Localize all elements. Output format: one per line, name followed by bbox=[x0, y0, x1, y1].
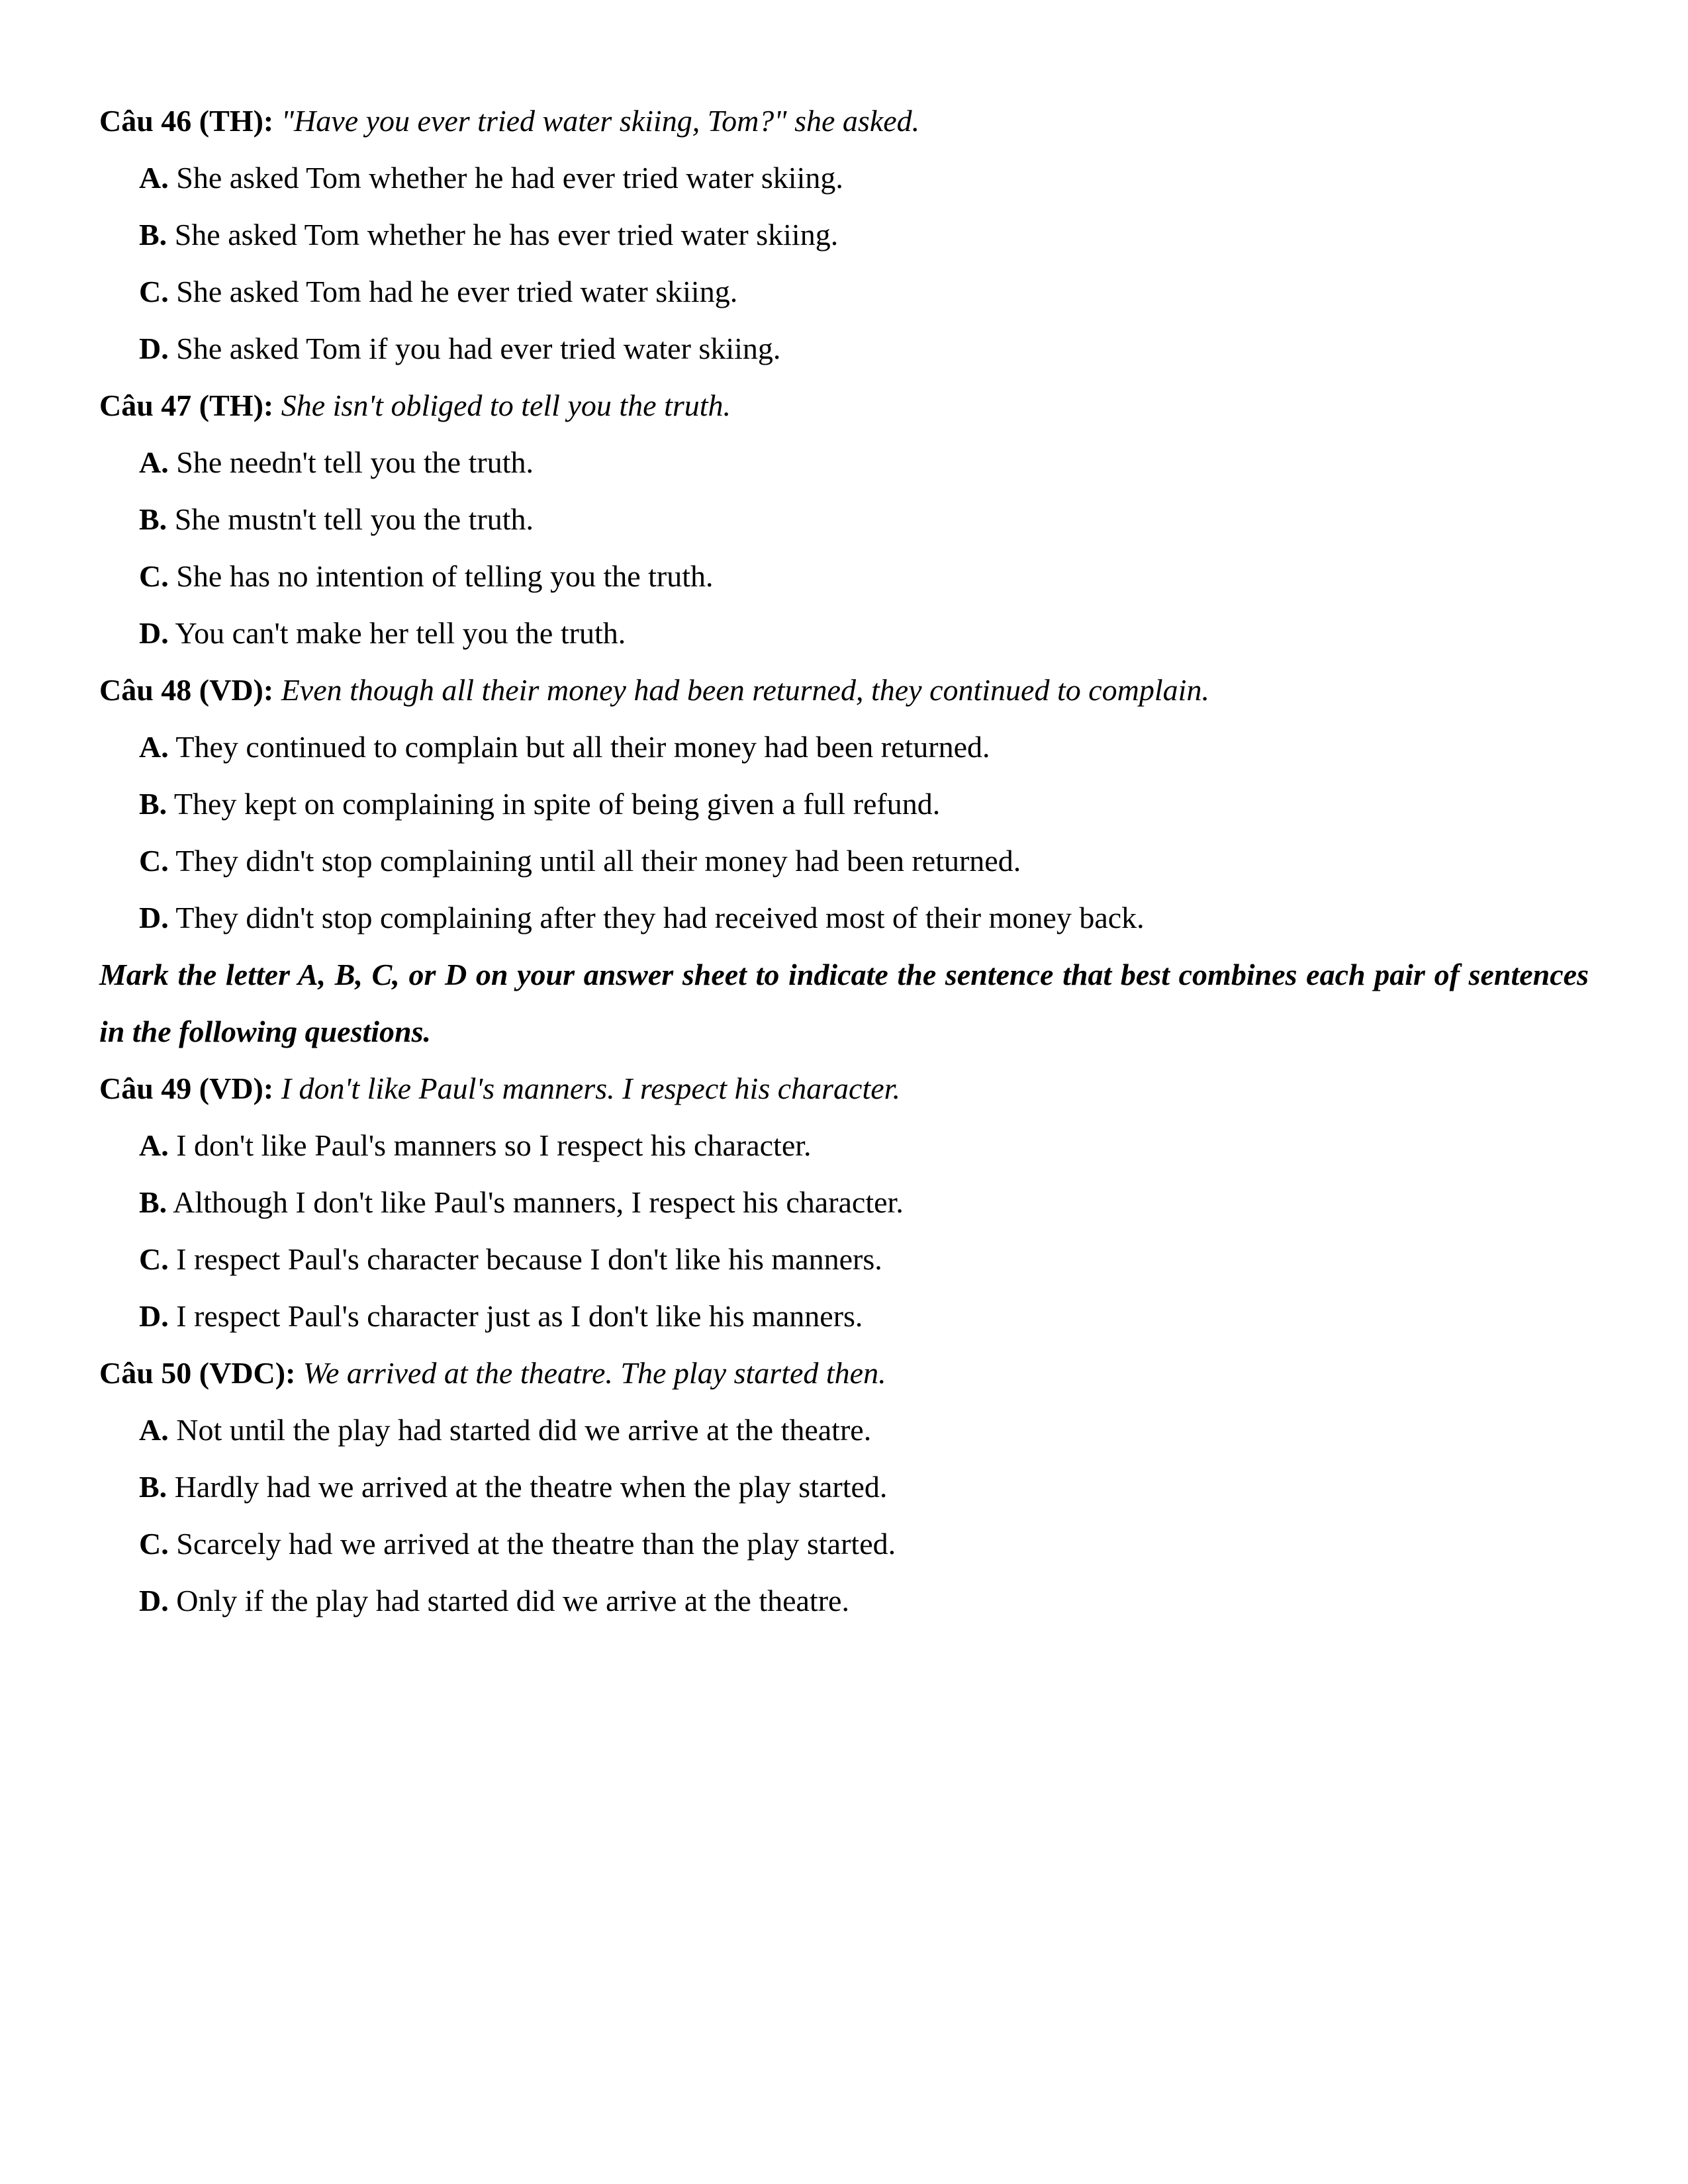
option-b bbox=[99, 776, 1589, 833]
option-text: Scarcely had we arrived at the theatre than the play started. bbox=[176, 1527, 896, 1561]
option-letter: D. bbox=[139, 616, 169, 650]
question-49 bbox=[99, 1060, 1589, 1117]
question-prompt: Even though all their money had been returned, they continued to complain. bbox=[281, 673, 1209, 707]
option-letter: D. bbox=[139, 332, 169, 365]
option-a bbox=[99, 150, 1589, 206]
option-letter: B. bbox=[139, 218, 167, 251]
question-50 bbox=[99, 1345, 1589, 1402]
option-text: Although I don't like Paul's manners, I respect his character. bbox=[173, 1185, 904, 1219]
question-46 bbox=[99, 93, 1589, 150]
option-d bbox=[99, 320, 1589, 377]
option-text: I respect Paul's character because I don't like his manners. bbox=[176, 1242, 882, 1276]
option-c bbox=[99, 548, 1589, 605]
option-d bbox=[99, 1288, 1589, 1345]
option-letter: B. bbox=[139, 787, 167, 821]
question-prompt: She isn't obliged to tell you the truth. bbox=[281, 388, 731, 422]
option-letter: A. bbox=[139, 161, 169, 195]
option-text: They continued to complain but all their money had been returned. bbox=[175, 730, 990, 764]
option-letter: A. bbox=[139, 1128, 169, 1162]
option-letter: A. bbox=[139, 1413, 169, 1447]
option-text: They didn't stop complaining until all their money had been returned. bbox=[175, 844, 1021, 878]
question-prompt: We arrived at the theatre. The play started then. bbox=[303, 1356, 886, 1390]
question-48 bbox=[99, 662, 1589, 719]
option-text: She asked Tom had he ever tried water skiing. bbox=[176, 275, 738, 308]
option-d bbox=[99, 889, 1589, 946]
option-text: I respect Paul's character just as I don't like his manners. bbox=[176, 1299, 863, 1333]
option-letter: B. bbox=[139, 502, 167, 536]
option-a bbox=[99, 434, 1589, 491]
option-text: She has no intention of telling you the truth. bbox=[176, 559, 714, 593]
option-text: Only if the play had started did we arrive at the theatre. bbox=[176, 1584, 849, 1617]
question-prompt: "Have you ever tried water skiing, Tom?" she asked. bbox=[281, 104, 920, 138]
option-a bbox=[99, 1402, 1589, 1459]
option-text: They didn't stop complaining after they had received most of their money back. bbox=[175, 901, 1145, 934]
question-label: Câu 47 (TH): bbox=[99, 388, 274, 422]
question-label: Câu 48 (VD): bbox=[99, 673, 274, 707]
question-label: Câu 46 (TH): bbox=[99, 104, 274, 138]
option-c bbox=[99, 833, 1589, 889]
option-a bbox=[99, 1117, 1589, 1174]
option-text: She mustn't tell you the truth. bbox=[174, 502, 534, 536]
option-letter: B. bbox=[139, 1470, 167, 1504]
question-label: Câu 50 (VDC): bbox=[99, 1356, 296, 1390]
option-text: She asked Tom whether he had ever tried water skiing. bbox=[176, 161, 843, 195]
option-text: She asked Tom whether he has ever tried water skiing. bbox=[174, 218, 839, 251]
option-letter: C. bbox=[139, 1527, 169, 1561]
option-letter: D. bbox=[139, 1299, 169, 1333]
option-text: She needn't tell you the truth. bbox=[176, 445, 534, 479]
option-letter: D. bbox=[139, 1584, 169, 1617]
option-letter: C. bbox=[139, 275, 169, 308]
option-letter: A. bbox=[139, 730, 169, 764]
section-instruction: Mark the letter A, B, C, or D on your answer sheet to indicate the sentence that best combines each pair of sentences in the following questions. bbox=[99, 958, 1589, 1048]
option-c bbox=[99, 1516, 1589, 1572]
option-a bbox=[99, 719, 1589, 776]
option-letter: A. bbox=[139, 445, 169, 479]
option-b bbox=[99, 1459, 1589, 1516]
option-letter: C. bbox=[139, 1242, 169, 1276]
option-b bbox=[99, 206, 1589, 263]
option-b bbox=[99, 1174, 1589, 1231]
question-label: Câu 49 (VD): bbox=[99, 1071, 274, 1105]
option-text: I don't like Paul's manners so I respect his character. bbox=[176, 1128, 812, 1162]
option-text: They kept on complaining in spite of being given a full refund. bbox=[173, 787, 941, 821]
question-prompt: I don't like Paul's manners. I respect his character. bbox=[281, 1071, 900, 1105]
option-text: You can't make her tell you the truth. bbox=[175, 616, 626, 650]
option-letter: C. bbox=[139, 844, 169, 878]
option-d bbox=[99, 605, 1589, 662]
option-letter: C. bbox=[139, 559, 169, 593]
option-text: She asked Tom if you had ever tried water skiing. bbox=[176, 332, 781, 365]
option-text: Not until the play had started did we arrive at the theatre. bbox=[176, 1413, 872, 1447]
question-47 bbox=[99, 377, 1589, 434]
option-d bbox=[99, 1572, 1589, 1629]
option-letter: D. bbox=[139, 901, 169, 934]
option-letter: B. bbox=[139, 1185, 167, 1219]
option-b bbox=[99, 491, 1589, 548]
option-c bbox=[99, 1231, 1589, 1288]
option-text: Hardly had we arrived at the theatre when the play started. bbox=[174, 1470, 888, 1504]
exam-page bbox=[99, 93, 1589, 1629]
option-c bbox=[99, 263, 1589, 320]
